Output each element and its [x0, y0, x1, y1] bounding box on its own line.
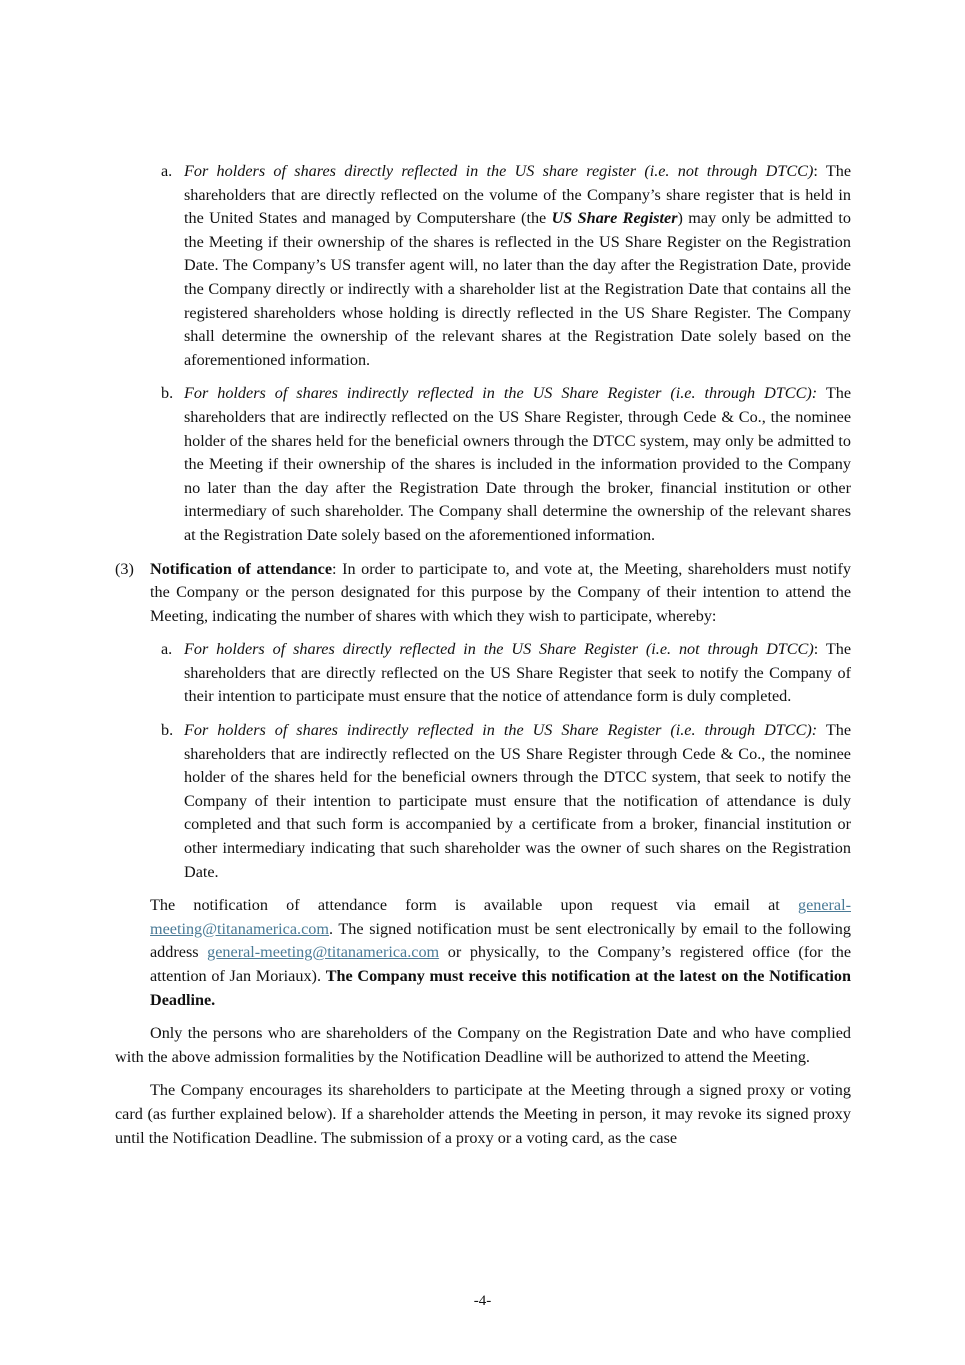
section-notification-of-attendance [115, 558, 851, 629]
paragraph-text [150, 894, 851, 1012]
item-heading: For holders of shares indirectly reflected in the US Share Register (i.e. through DTCC): [184, 384, 818, 403]
list-marker: a. [161, 162, 173, 180]
list-item-text [184, 719, 851, 884]
list-marker: b. [161, 384, 174, 403]
list-item-text [184, 160, 851, 372]
list-item-text [184, 382, 851, 547]
email-link-1[interactable]: general-meeting@titanamerica.com [150, 896, 851, 938]
item-text: The shareholders that are indirectly reflected on the US Share Register through Cede & Co., the nominee holder of the shares held for the beneficial owners through the DTCC system, that seek to notify the Company of their intention to participate must ensure that the notification of attendance is duly completed and that such form is accompanied by a certificate from a broker, financial institution or other intermediary indicating that such shareholder was the owner of such shares on the Registration Date. [184, 721, 852, 881]
section-body: : In order to participate to, and vote at, the Meeting, shareholders must notify the Company or the person designated for this purpose by the Company of their intention to attend the Meeting, indicating the number of shares with which they wish to participate, whereby: [150, 559, 851, 625]
list-marker: b. [161, 721, 174, 740]
defined-term: US Share Register [551, 209, 678, 228]
admission-paragraph: Only the persons who are shareholders of the Company on the Registration Date and who have complied with the above admission formalities by the Notification Deadline will be authorized to attend the Meeting. [115, 1024, 851, 1066]
item-heading: For holders of shares directly reflected in the US share register (i.e. not through DTCC) [184, 162, 814, 180]
notification-form-paragraph [115, 894, 851, 1012]
section-number: (3) [115, 559, 134, 578]
proxy-paragraph: The Company encourages its shareholders to participate at the Meeting through a signed proxy or voting card (as further explained below). If a shareholder attends the Meeting in person, it may revoke its signed proxy until the Notification Deadline. The submission of a proxy or a voting card, as the case [115, 1081, 851, 1147]
paragraph-text-1: The notification of attendance form is available upon request via email at [150, 896, 798, 915]
notification-item-a [115, 638, 851, 709]
section-heading: Notification of attendance [150, 559, 333, 578]
registration-item-b [115, 382, 851, 547]
section-text [150, 558, 851, 629]
item-text: ) may only be admitted to the Meeting if their ownership of the shares is reflected in the US Share Register on the Registration Date. The Company’s US transfer agent will, no later than the day after the Registration Date, provide the Company directly or indirectly with a shareholder list at the Registration Date that contains all the registered shareholders whose holding is directly reflected in the US Share Register. The Company shall determine the ownership of the relevant shares at the Registration Date solely based on the aforementioned information. [184, 209, 851, 369]
item-text: : The shareholders that are directly reflected on the US Share Register that seek to notify the Company of their intention to participate must ensure that the notice of attendance form is duly completed. [184, 640, 852, 706]
paragraph-text-3: or physically, to the Company’s registered office (for the attention of Jan Moriaux). [150, 943, 852, 985]
item-text: The shareholders that are indirectly reflected on the US Share Register, through Cede & Co., the nominee holder of the shares held for the beneficial owners through the DTCC system, may only be admitted to the Meeting if their ownership of the shares is included in the information provided to the Company no later than the day after the Registration Date through the broker, financial institution or other intermediary of such shareholder. The Company shall determine the ownership of the relevant shares at the Registration Date solely based on the aforementioned information. [184, 384, 852, 544]
page-number: -4- [473, 1293, 492, 1309]
item-heading: For holders of shares indirectly reflected in the US Share Register (i.e. through DTCC): [184, 721, 818, 740]
item-text: : The shareholders that are directly reflected on the volume of the Company’s share register that is held in the United States and managed by Computershare (the [184, 162, 852, 228]
list-item-text [184, 638, 851, 709]
deadline-notice: The Company must receive this notification at the latest on the Notification Deadline. [150, 967, 852, 1009]
email-link-2[interactable]: general-meeting@titanamerica.com [207, 943, 440, 962]
list-marker: a. [161, 640, 173, 659]
page-content [115, 160, 851, 1160]
item-heading: For holders of shares directly reflected in the US Share Register (i.e. not through DTCC) [184, 640, 814, 659]
notification-item-b [115, 719, 851, 884]
paragraph-text-2: . The signed notification must be sent electronically by email to the following address [150, 919, 851, 962]
registration-item-a [115, 160, 851, 372]
